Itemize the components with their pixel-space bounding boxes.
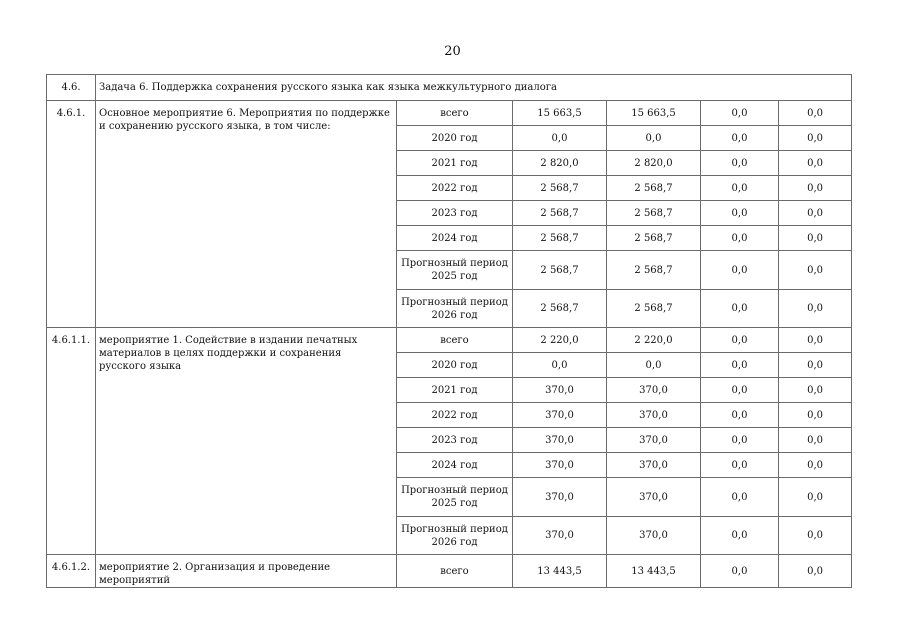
source2-value-cell: 0,0 (701, 126, 779, 151)
item-name: мероприятие 2. Организация и проведение мероприятий (96, 555, 397, 588)
period-cell: 2023 год (397, 428, 513, 453)
source1-value-cell: 15 663,5 (607, 101, 701, 126)
table-body (47, 75, 852, 588)
source2-value-cell: 0,0 (701, 378, 779, 403)
source3-value-cell: 0,0 (779, 226, 852, 251)
total-value-cell: 2 568,7 (513, 201, 607, 226)
period-cell: всего (397, 555, 513, 588)
source1-value-cell: 13 443,5 (607, 555, 701, 588)
period-cell: 2021 год (397, 151, 513, 176)
total-value-cell: 15 663,5 (513, 101, 607, 126)
source3-value-cell: 0,0 (779, 251, 852, 290)
source3-value-cell: 0,0 (779, 478, 852, 517)
source2-value-cell: 0,0 (701, 428, 779, 453)
period-cell: Прогнозный период 2026 год (397, 517, 513, 555)
source3-value-cell: 0,0 (779, 555, 852, 588)
source2-value-cell: 0,0 (701, 353, 779, 378)
period-cell: Прогнозный период 2026 год (397, 290, 513, 328)
period-cell: 2024 год (397, 453, 513, 478)
page-number: 20 (444, 44, 461, 59)
total-value-cell: 370,0 (513, 378, 607, 403)
item-number: 4.6.1. (47, 101, 96, 328)
total-value-cell: 13 443,5 (513, 555, 607, 588)
period-cell: 2020 год (397, 126, 513, 151)
source3-value-cell: 0,0 (779, 151, 852, 176)
source1-value-cell: 370,0 (607, 403, 701, 428)
source2-value-cell: 0,0 (701, 555, 779, 588)
source2-value-cell: 0,0 (701, 101, 779, 126)
task-title: Задача 6. Поддержка сохранения русского языка как языка межкультурного диалога (96, 75, 852, 101)
source1-value-cell: 2 568,7 (607, 176, 701, 201)
total-value-cell: 2 568,7 (513, 251, 607, 290)
source1-value-cell: 0,0 (607, 126, 701, 151)
period-cell: Прогнозный период 2025 год (397, 251, 513, 290)
budget-table (46, 74, 852, 588)
item-name: мероприятие 1. Содействие в издании печатных материалов в целях поддержки и сохранения русского языка (96, 328, 397, 555)
source1-value-cell: 2 820,0 (607, 151, 701, 176)
total-value-cell: 2 568,7 (513, 226, 607, 251)
task-number: 4.6. (47, 75, 96, 101)
table-row (47, 328, 852, 353)
period-cell: 2020 год (397, 353, 513, 378)
source3-value-cell: 0,0 (779, 126, 852, 151)
source3-value-cell: 0,0 (779, 428, 852, 453)
source1-value-cell: 370,0 (607, 378, 701, 403)
source1-value-cell: 370,0 (607, 517, 701, 555)
item-name: Основное мероприятие 6. Мероприятия по поддержке и сохранению русского языка, в том числе: (96, 101, 397, 328)
source3-value-cell: 0,0 (779, 176, 852, 201)
source3-value-cell: 0,0 (779, 378, 852, 403)
period-cell: 2024 год (397, 226, 513, 251)
total-value-cell: 370,0 (513, 478, 607, 517)
source1-value-cell: 0,0 (607, 353, 701, 378)
source2-value-cell: 0,0 (701, 517, 779, 555)
period-cell: 2021 год (397, 378, 513, 403)
total-value-cell: 370,0 (513, 403, 607, 428)
source1-value-cell: 2 568,7 (607, 251, 701, 290)
source2-value-cell: 0,0 (701, 403, 779, 428)
source2-value-cell: 0,0 (701, 201, 779, 226)
source3-value-cell: 0,0 (779, 353, 852, 378)
period-cell: 2022 год (397, 403, 513, 428)
source3-value-cell: 0,0 (779, 101, 852, 126)
item-number: 4.6.1.2. (47, 555, 96, 588)
task-row (47, 75, 852, 101)
total-value-cell: 370,0 (513, 453, 607, 478)
table-row (47, 101, 852, 126)
total-value-cell: 2 568,7 (513, 176, 607, 201)
source1-value-cell: 2 568,7 (607, 290, 701, 328)
source1-value-cell: 2 220,0 (607, 328, 701, 353)
source1-value-cell: 2 568,7 (607, 226, 701, 251)
source2-value-cell: 0,0 (701, 453, 779, 478)
source2-value-cell: 0,0 (701, 226, 779, 251)
source2-value-cell: 0,0 (701, 328, 779, 353)
source3-value-cell: 0,0 (779, 328, 852, 353)
source2-value-cell: 0,0 (701, 151, 779, 176)
source1-value-cell: 370,0 (607, 453, 701, 478)
source2-value-cell: 0,0 (701, 290, 779, 328)
source3-value-cell: 0,0 (779, 453, 852, 478)
period-cell: 2022 год (397, 176, 513, 201)
source3-value-cell: 0,0 (779, 403, 852, 428)
source1-value-cell: 2 568,7 (607, 201, 701, 226)
period-cell: всего (397, 101, 513, 126)
source1-value-cell: 370,0 (607, 428, 701, 453)
source3-value-cell: 0,0 (779, 517, 852, 555)
source2-value-cell: 0,0 (701, 478, 779, 517)
source3-value-cell: 0,0 (779, 290, 852, 328)
source3-value-cell: 0,0 (779, 201, 852, 226)
item-number: 4.6.1.1. (47, 328, 96, 555)
source2-value-cell: 0,0 (701, 176, 779, 201)
source1-value-cell: 370,0 (607, 478, 701, 517)
period-cell: Прогнозный период 2025 год (397, 478, 513, 517)
total-value-cell: 370,0 (513, 517, 607, 555)
table-row (47, 555, 852, 588)
period-cell: 2023 год (397, 201, 513, 226)
total-value-cell: 2 568,7 (513, 290, 607, 328)
total-value-cell: 0,0 (513, 353, 607, 378)
period-cell: всего (397, 328, 513, 353)
total-value-cell: 0,0 (513, 126, 607, 151)
source2-value-cell: 0,0 (701, 251, 779, 290)
total-value-cell: 370,0 (513, 428, 607, 453)
total-value-cell: 2 820,0 (513, 151, 607, 176)
total-value-cell: 2 220,0 (513, 328, 607, 353)
